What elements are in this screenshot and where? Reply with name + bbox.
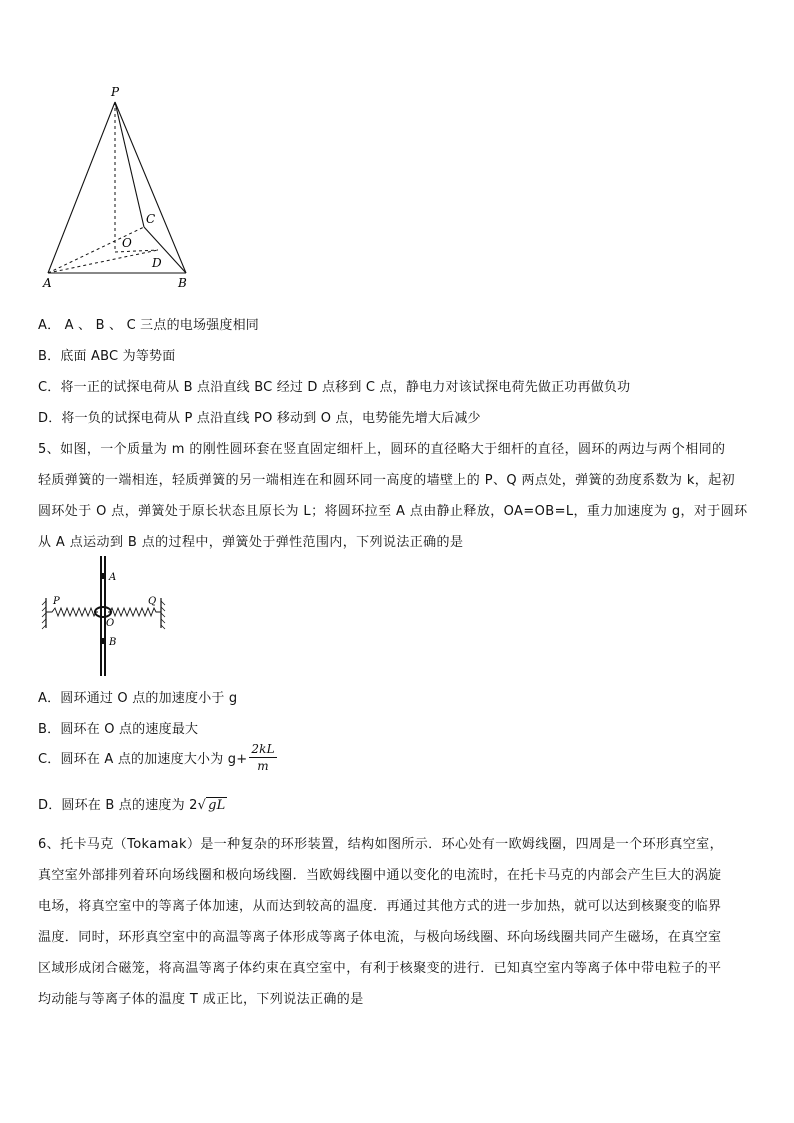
sqrt-gl: √ gL [197, 798, 226, 813]
q5-stem-line-1: 5、如图，一个质量为 m 的刚性圆环套在竖直固定细杆上，圆环的直径略大于细杆的直径，圆环的两边与两个相同的 [38, 442, 726, 457]
q5-option-c [38, 742, 277, 773]
q5-option-c-text: C．圆环在 A 点的加速度大小为 g+ [38, 752, 248, 767]
label-O: O [122, 236, 132, 250]
q5-stem-line-3: 圆环处于 O 点，弹簧处于原长状态且原长为 L；将圆环拉至 A 点由静止释放，OA=OB=L，重力加速度为 g，对于圆环 [38, 504, 748, 519]
q6-stem-line-1: 6、托卡马克（Tokamak）是一种复杂的环形装置，结构如图所示．环心处有一欧姆线圈，四周是一个环形真空室， [38, 837, 723, 852]
label-B2: B [109, 637, 117, 648]
q4-option-c: C．将一正的试探电荷从 B 点沿直线 BC 经过 D 点移到 C 点，静电力对该试探电荷先做正功再做负功 [38, 380, 631, 395]
fraction-2kl-over-m: $\frac{2kL}{m}$ [251, 742, 275, 773]
label-A2: A [109, 572, 117, 583]
q5-option-d [38, 794, 227, 813]
q6-stem-line-2: 真空室外部排列着环向场线圈和极向场线圈．当欧姆线圈中通以变化的电流时，在托卡马克的内部会产生巨大的涡旋 [38, 868, 722, 883]
q5-option-d-text: D．圆环在 B 点的速度为 2 [38, 798, 198, 813]
q6-stem-line-5: 区域形成闭合磁笼，将高温等离子体约束在真空室中，有利于核聚变的进行．已知真空室内等离子体中带电粒子的平 [38, 961, 722, 976]
pyramid-figure [38, 82, 198, 292]
q5-option-b: B．圆环在 O 点的速度最大 [38, 722, 199, 737]
spring-ring-figure [40, 556, 170, 678]
q5-stem-line-4: 从 A 点运动到 B 点的过程中，弹簧处于弹性范围内，下列说法正确的是 [38, 535, 464, 550]
q6-stem-line-6: 均动能与等离子体的温度 T 成正比，下列说法正确的是 [38, 992, 364, 1007]
label-C: C [146, 212, 156, 226]
label-B: B [178, 276, 187, 290]
q4-option-a: A． A 、 B 、 C 三点的电场强度相同 [38, 318, 259, 333]
q4-option-b: B．底面 ABC 为等势面 [38, 349, 176, 364]
label-A: A [43, 276, 52, 290]
q6-stem-line-3: 电场，将真空室中的等离子体加速，从而达到较高的温度．再通过其他方式的进一步加热，就可以达到核聚变的临界 [38, 899, 722, 914]
q5-option-a: A．圆环通过 O 点的加速度小于 g [38, 691, 238, 706]
label-P: P [111, 85, 120, 99]
label-P2: P [53, 596, 60, 607]
q5-stem-line-2: 轻质弹簧的一端相连，轻质弹簧的另一端相连在和圆环同一高度的墙壁上的 P、Q 两点处，弹簧的劲度系数为 k，起初 [38, 473, 735, 488]
q6-stem-line-4: 温度．同时，环形真空室中的高温等离子体形成等离子体电流，与极向场线圈、环向场线圈共同产生磁场，在真空室 [38, 930, 722, 945]
label-O2: O [106, 618, 115, 629]
label-Q2: Q [148, 596, 157, 607]
label-D: D [152, 256, 162, 270]
q4-option-d: D．将一负的试探电荷从 P 点沿直线 PO 移动到 O 点，电势能先增大后减少 [38, 411, 481, 426]
